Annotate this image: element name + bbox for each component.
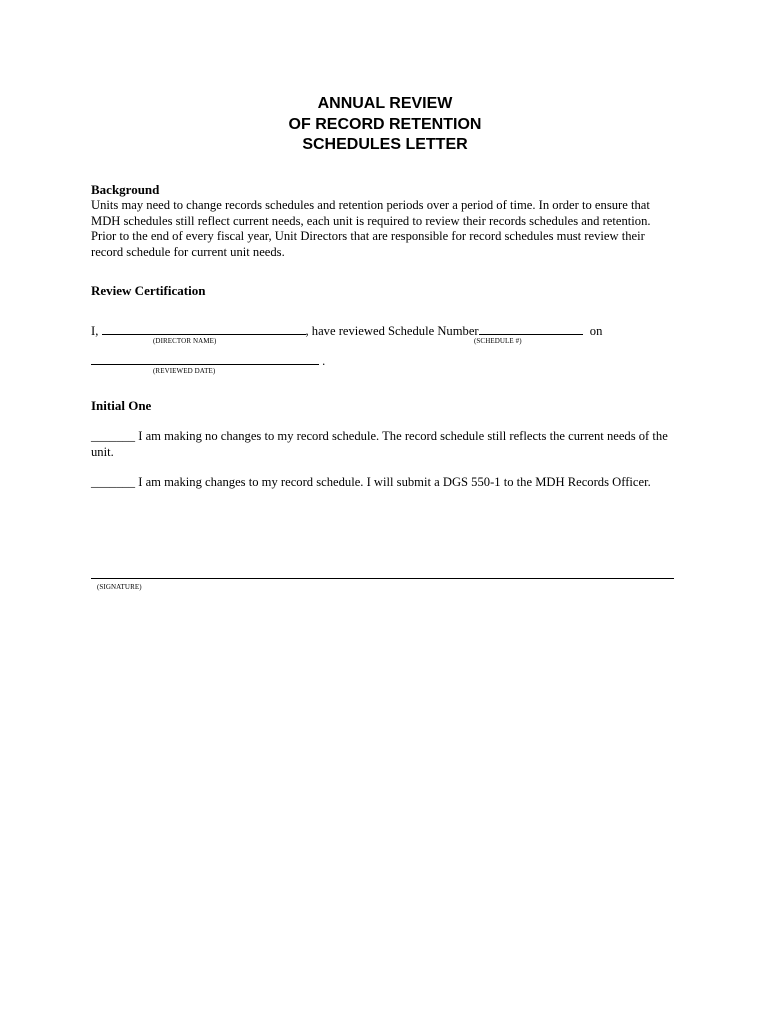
date-period: .	[322, 354, 326, 368]
background-paragraph: Units may need to change records schedules and retention periods over a period of time. In order to ensure that MDH schedules still reflect current needs, each unit is required to review their records schedules and retention. Prior to the end of every fiscal year, Unit Directors that are responsible for record schedules must review their record schedule for current unit needs.	[91, 198, 651, 259]
cert-prefix: I,	[91, 324, 99, 338]
title-line-2: OF RECORD RETENTION	[288, 115, 482, 133]
director-name-caption: (DIRECTOR NAME)	[153, 337, 217, 345]
cert-suffix: on	[589, 324, 603, 338]
document-title	[0, 94, 770, 156]
option-no-changes: _______ I am making no changes to my record schedule. The record schedule still reflects the current needs of the unit.	[91, 429, 668, 459]
option-changes: _______ I am making changes to my record schedule. I will submit a DGS 550-1 to the MDH Records Officer.	[91, 475, 651, 489]
title-line-1: ANNUAL REVIEW	[317, 95, 453, 112]
cert-middle: , have reviewed Schedule Number	[305, 324, 479, 338]
schedule-number-caption: (SCHEDULE #)	[474, 337, 522, 345]
reviewed-date-field[interactable]	[91, 352, 319, 365]
schedule-number-field[interactable]	[479, 322, 583, 335]
title-line-3: SCHEDULES LETTER	[302, 136, 468, 153]
signature-line[interactable]	[91, 578, 674, 579]
initial-one-heading: Initial One	[91, 398, 152, 413]
reviewed-date-caption: (REVIEWED DATE)	[153, 367, 216, 375]
background-heading: Background	[91, 182, 160, 197]
director-name-field[interactable]	[102, 322, 306, 335]
review-certification-heading: Review Certification	[91, 283, 206, 298]
signature-caption: (SIGNATURE)	[97, 583, 142, 591]
